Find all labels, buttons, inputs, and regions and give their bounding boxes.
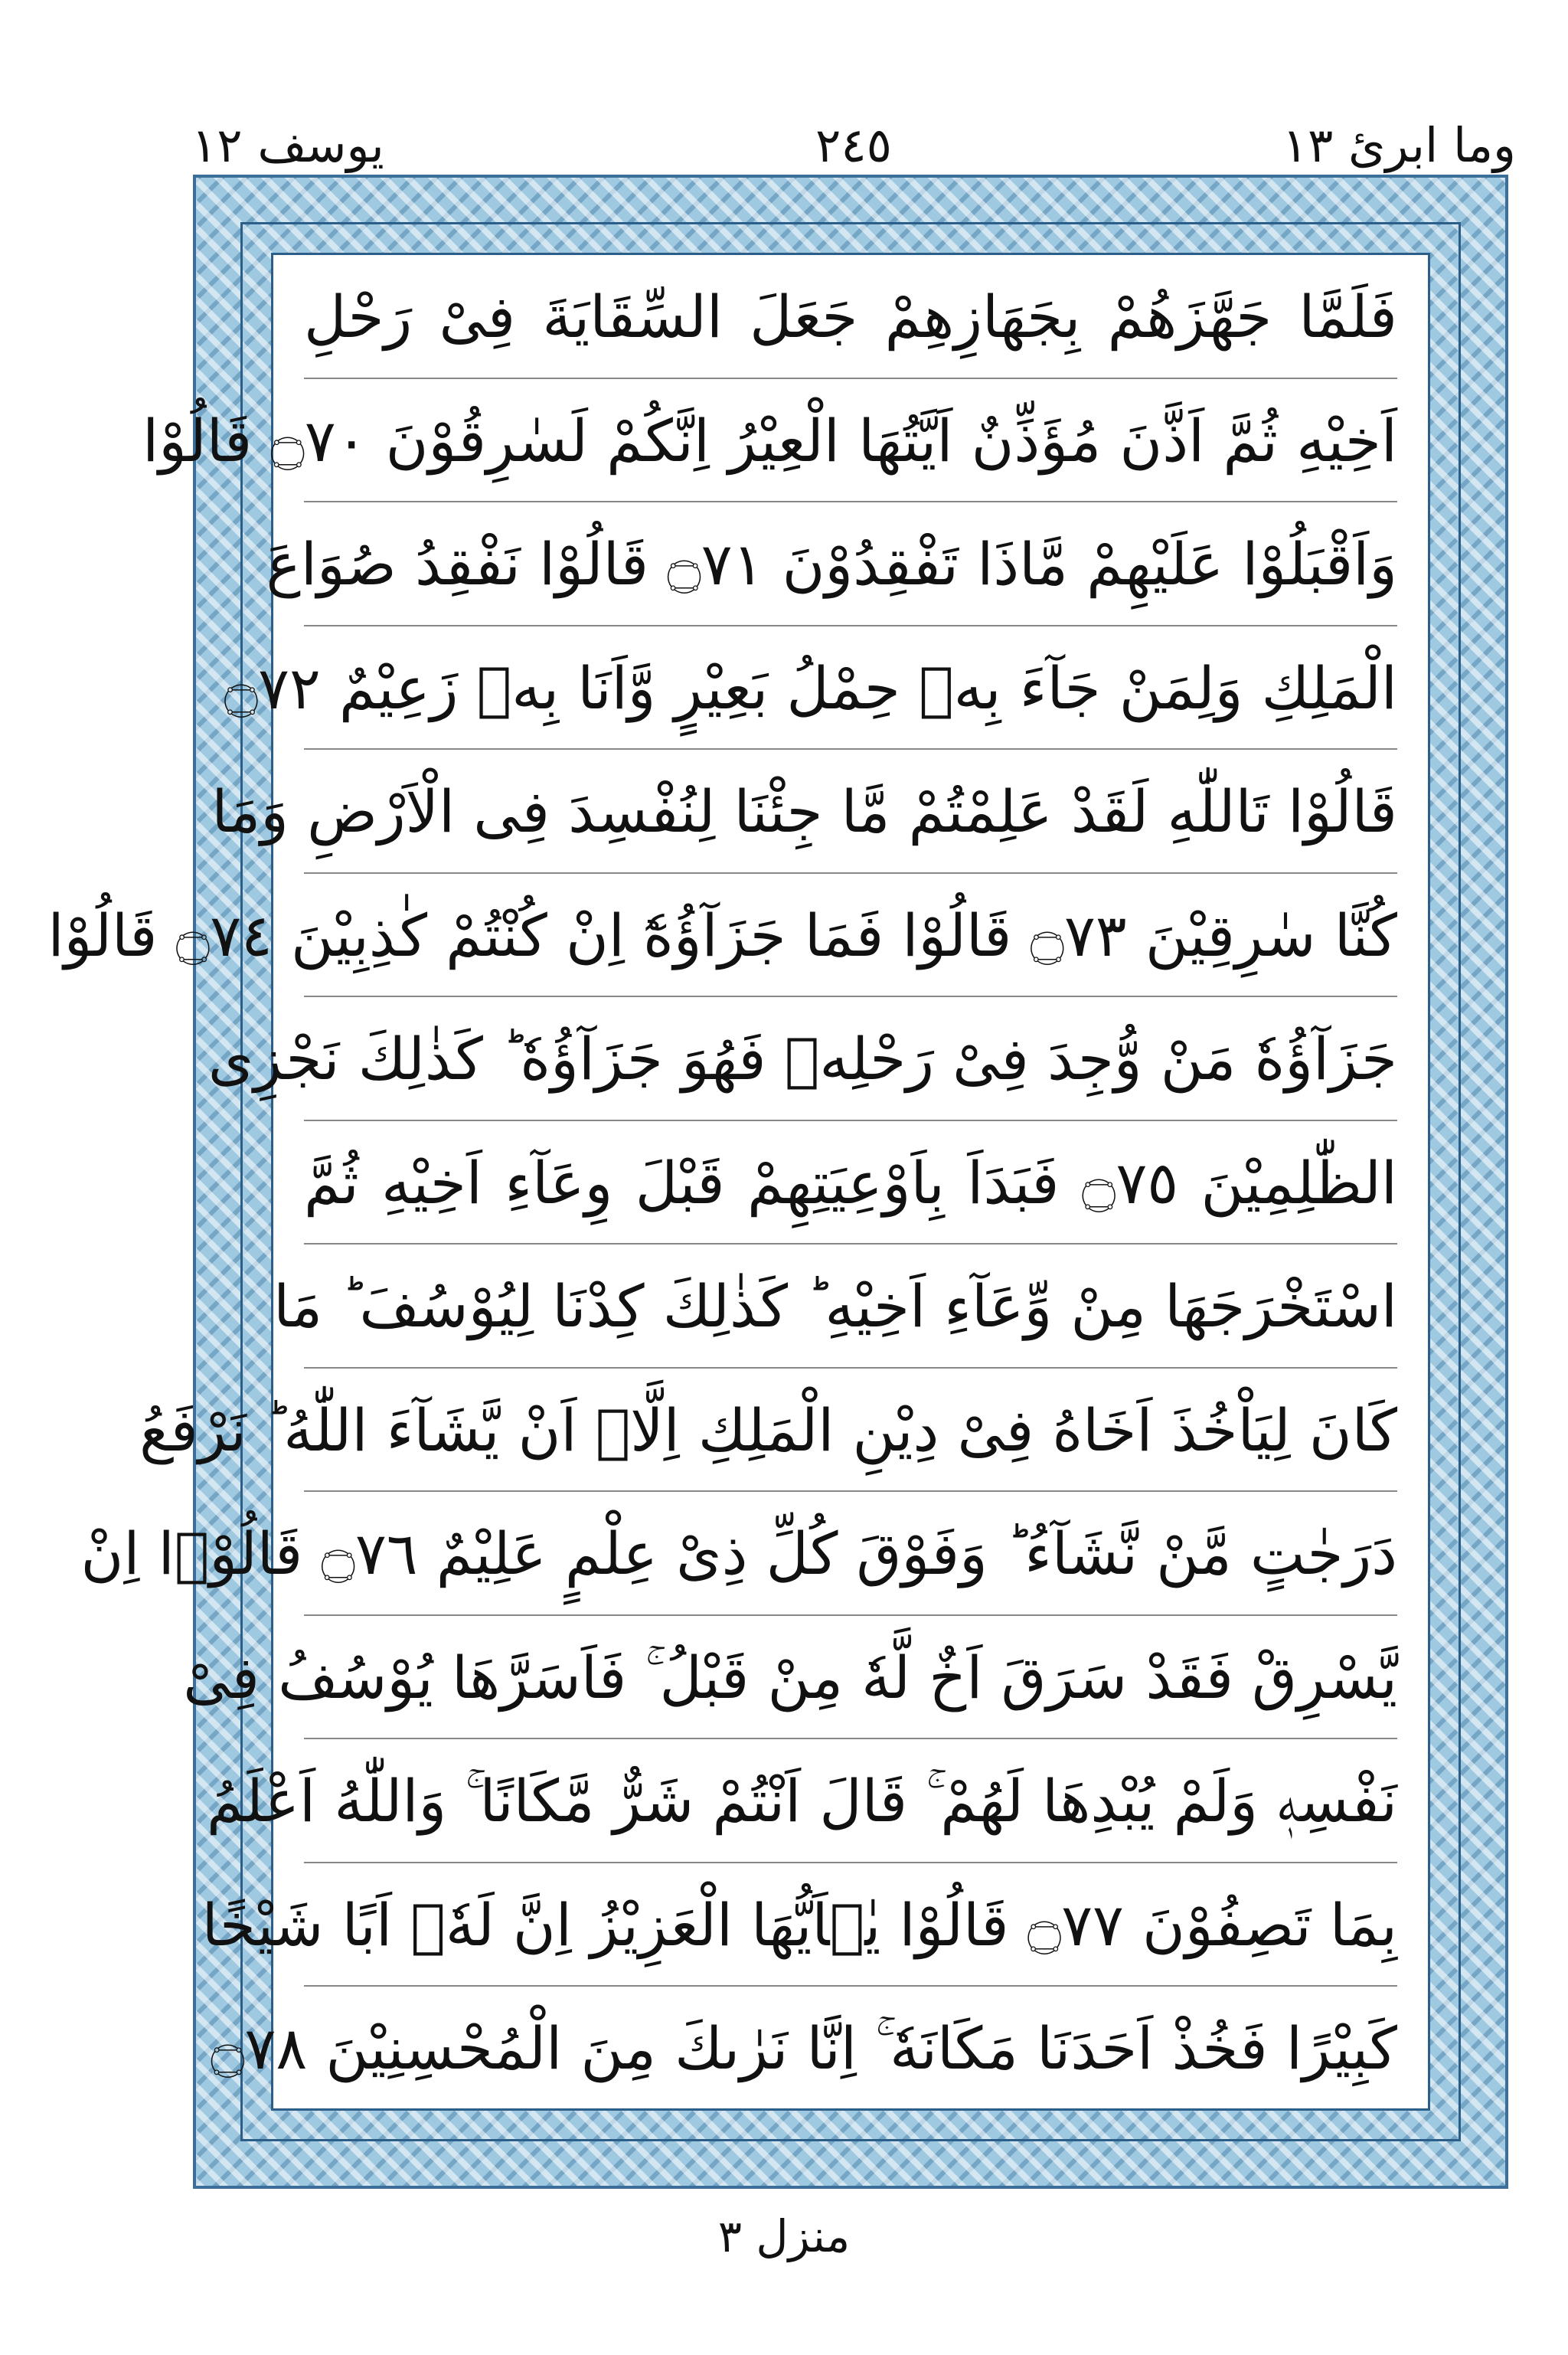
verse-line-7: جَزَآؤُهٗ مَنْ وُّجِدَ فِىْ رَحْلِهٖ فَهُوَ جَزَآؤُهٗ ؕ كَذٰلِكَ نَجْزِى	[304, 997, 1397, 1121]
verse-line-6: كُنَّا سٰرِقِيْنَ ۝٧٣ قَالُوْا فَمَا جَزَآؤُهٗٓ اِنْ كُنْتُمْ كٰذِبِيْنَ ۝٧٤ قَالُوْا	[304, 874, 1397, 998]
verse-line-8: الظّٰلِمِيْنَ ۝٧٥ فَبَدَاَ بِاَوْعِيَتِهِمْ قَبْلَ وِعَآءِ اَخِيْهِ ثُمَّ	[304, 1121, 1397, 1245]
verse-line-10: كَانَ لِيَاْخُذَ اَخَاهُ فِىْ دِيْنِ الْمَلِكِ اِلَّاۤ اَنْ يَّشَآءَ اللّٰهُ ؕ نَرْفَعُ	[304, 1369, 1397, 1493]
verse-line-4: الْمَلِكِ وَلِمَنْ جَآءَ بِهٖ حِمْلُ بَعِيْرٍ وَّاَنَا بِهٖ زَعِيْمٌ ۝٧٢	[304, 626, 1397, 751]
verse-line-9: اسْتَخْرَجَهَا مِنْ وِّعَآءِ اَخِيْهِ ؕ كَذٰلِكَ كِدْنَا لِيُوْسُفَ ؕ مَا	[304, 1245, 1397, 1369]
verse-line-12: يَّسْرِقْ فَقَدْ سَرَقَ اَخٌ لَّهٗ مِنْ قَبْلُ ۚ فَاَسَرَّهَا يُوْسُفُ فِىْ	[304, 1616, 1397, 1740]
verse-line-2: اَخِيْهِ ثُمَّ اَذَّنَ مُؤَذِّنٌ اَيَّتُهَا الْعِيْرُ اِنَّكُمْ لَسٰرِقُوْنَ ۝٧٠ قَالُوْا	[304, 379, 1397, 503]
manzil-footer: منزل ٣	[717, 2210, 851, 2262]
verse-line-15: كَبِيْرًا فَخُذْ اَحَدَنَا مَكَانَهٗ ۚ اِنَّا نَرٰىكَ مِنَ الْمُحْسِنِيْنَ ۝٧٨	[211, 2014, 1397, 2082]
verse-text-area	[47, 253, 1430, 2111]
verse-line-13: نَفْسِهٖ وَلَمْ يُبْدِهَا لَهُمْ ۚ قَالَ اَنْتُمْ شَرٌّ مَّكَانًا ۚ وَاللّٰهُ اَعْلَمُ	[304, 1739, 1397, 1863]
verse-line-14: بِمَا تَصِفُوْنَ ۝٧٧ قَالُوْا يٰۤاَيُّهَا الْعَزِيْزُ اِنَّ لَهٗۤ اَبًا شَيْخًا	[304, 1863, 1397, 1987]
verse-line-11: دَرَجٰتٍ مَّنْ نَّشَآءُ ؕ وَفَوْقَ كُلِّ ذِىْ عِلْمٍ عَلِيْمٌ ۝٧٦ قَالُوْۤا اِنْ	[304, 1492, 1397, 1616]
page-number: ٢٤٥	[815, 117, 892, 173]
juz-label: وما ابرئ ١٣	[1282, 117, 1516, 173]
verse-line-3: وَاَقْبَلُوْا عَلَيْهِمْ مَّاذَا تَفْقِدُوْنَ ۝٧١ قَالُوْا نَفْقِدُ صُوَاعَ	[304, 502, 1397, 626]
verse-line-5: قَالُوْا تَاللّٰهِ لَقَدْ عَلِمْتُمْ مَّا جِئْنَا لِنُفْسِدَ فِى الْاَرْضِ وَمَا	[304, 750, 1397, 874]
verse-lines	[47, 255, 1397, 2108]
ornamental-border	[47, 175, 1508, 2189]
verse-line-1: فَلَمَّا جَهَّزَهُمْ بِجَهَازِهِمْ جَعَلَ السِّقَايَةَ فِىْ رَحْلِ	[304, 255, 1397, 379]
surah-label: يوسف ١٢	[191, 117, 384, 173]
